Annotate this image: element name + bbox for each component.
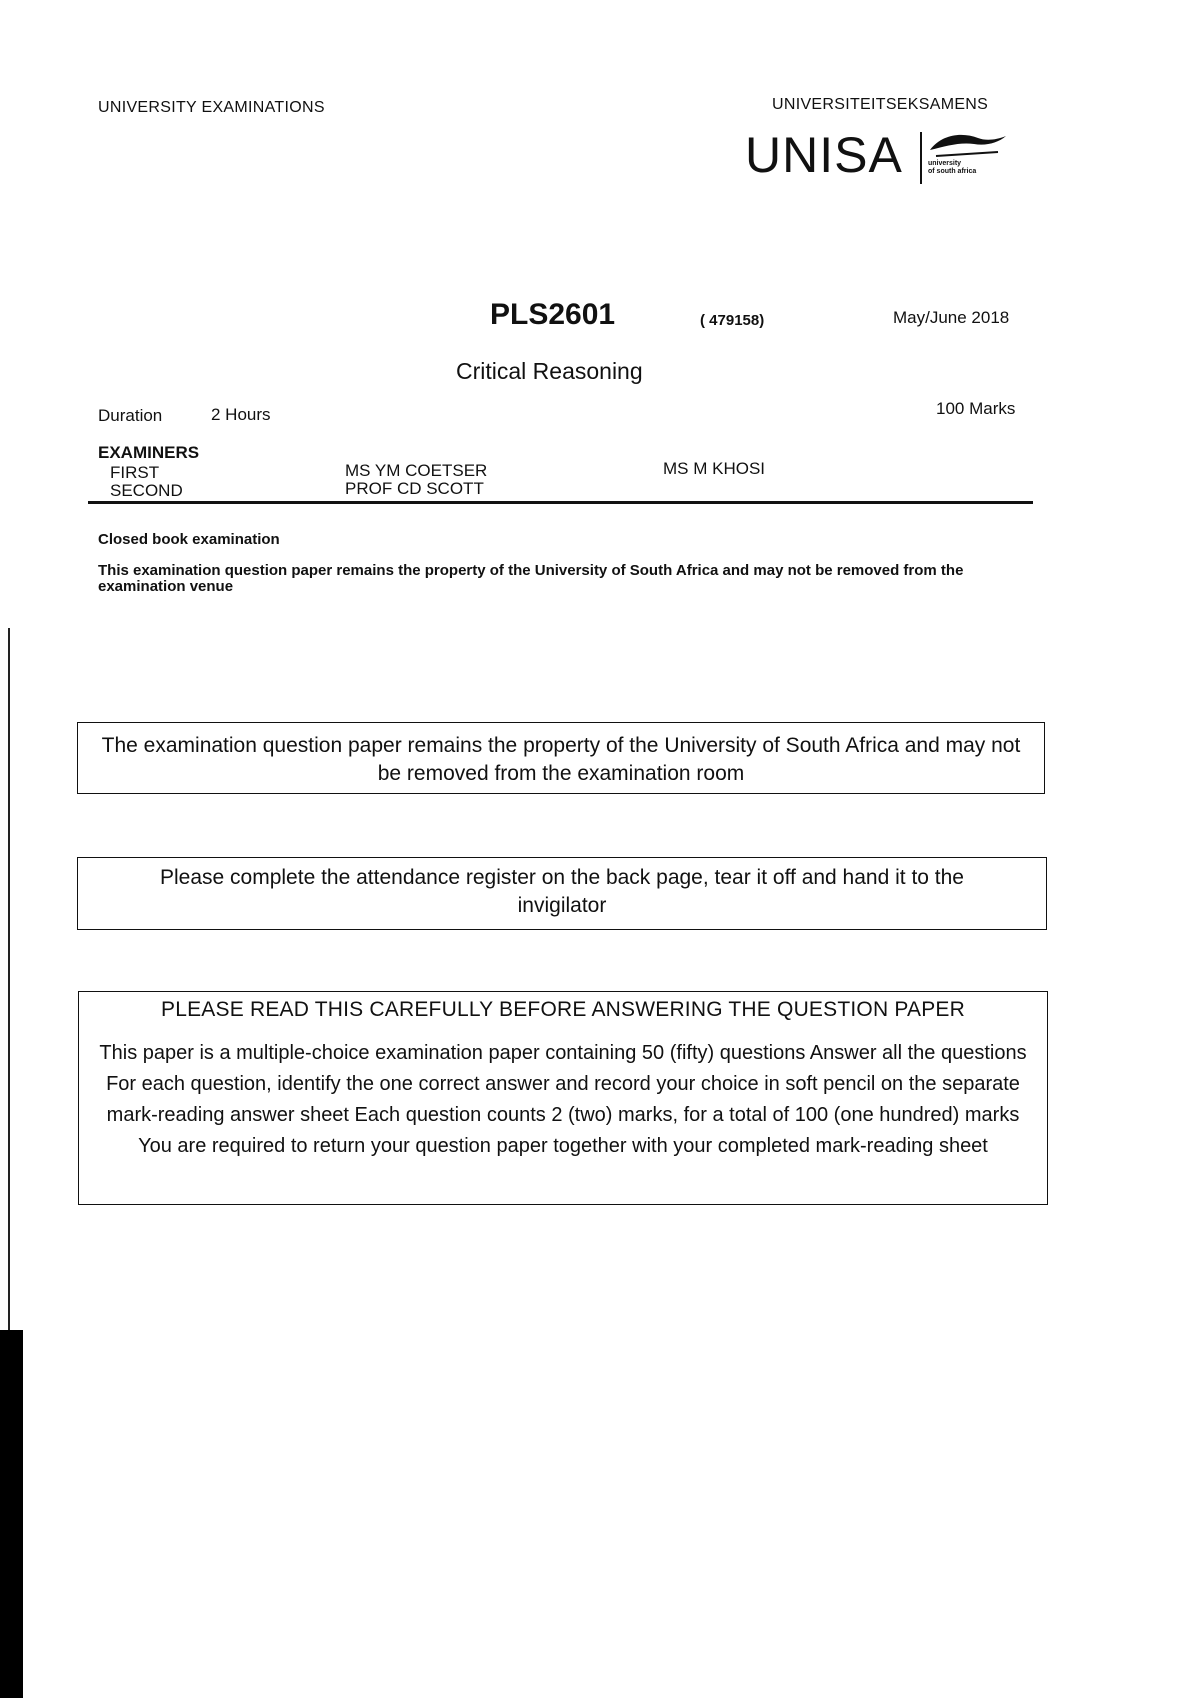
examiners-heading: EXAMINERS bbox=[98, 443, 200, 462]
total-marks: 100 Marks bbox=[936, 399, 1016, 418]
unisa-logo bbox=[745, 127, 1015, 186]
second-examiner-label: SECOND bbox=[110, 481, 183, 500]
property-note: This examination question paper remains the property of the University of South Africa and may not be removed from the examination venue bbox=[98, 562, 964, 595]
first-examiner-name: MS M KHOSI bbox=[663, 459, 766, 478]
exam-session: May/June 2018 bbox=[893, 308, 1010, 327]
bird-icon bbox=[928, 130, 1008, 158]
instructions-box bbox=[78, 991, 1048, 1205]
property-notice-box bbox=[77, 722, 1045, 794]
instructions-body: This paper is a multiple-choice examination paper containing 50 (fifty) questions Answer all the questions For each question, identify the one correct answer and record your choice in soft pencil on the separate mark-reading answer sheet Each question counts 2 (two) marks, for a total of 100 (one hundred) marks You are required to return your question paper together with your completed mark-reading sheet bbox=[99, 1042, 1027, 1157]
scan-edge-shadow bbox=[0, 1330, 23, 1698]
horizontal-rule bbox=[88, 501, 1033, 504]
first-examiner-name: MS YM COETSER bbox=[345, 461, 488, 480]
instructions-heading: PLEASE READ THIS CAREFULLY BEFORE ANSWERING THE QUESTION PAPER bbox=[161, 998, 965, 1021]
duration-value: 2 Hours bbox=[211, 405, 271, 424]
header-university-examinations: UNIVERSITY EXAMINATIONS bbox=[98, 99, 325, 116]
course-title: Critical Reasoning bbox=[456, 358, 643, 384]
logo-divider bbox=[920, 132, 922, 184]
course-code: PLS2601 bbox=[490, 298, 616, 331]
attendance-notice-box bbox=[77, 857, 1047, 930]
header-universiteitseksamens: UNIVERSITEITSEKSAMENS bbox=[772, 96, 989, 113]
unisa-wordmark: UNISA bbox=[745, 127, 903, 183]
first-examiner-label: FIRST bbox=[110, 463, 160, 482]
paper-number: ( 479158) bbox=[700, 312, 765, 329]
second-examiner-name: PROF CD SCOTT bbox=[345, 479, 484, 498]
property-notice-text: The examination question paper remains the property of the University of South Africa and may not be removed from the examination room bbox=[101, 734, 1021, 785]
logo-tagline: university of south africa bbox=[928, 160, 977, 175]
attendance-notice-text: Please complete the attendance register on the back page, tear it off and hand it to the invigilator bbox=[160, 866, 964, 917]
scan-edge-artifact bbox=[8, 628, 10, 1338]
closed-book-note: Closed book examination bbox=[98, 531, 280, 548]
duration-label: Duration bbox=[98, 406, 163, 425]
